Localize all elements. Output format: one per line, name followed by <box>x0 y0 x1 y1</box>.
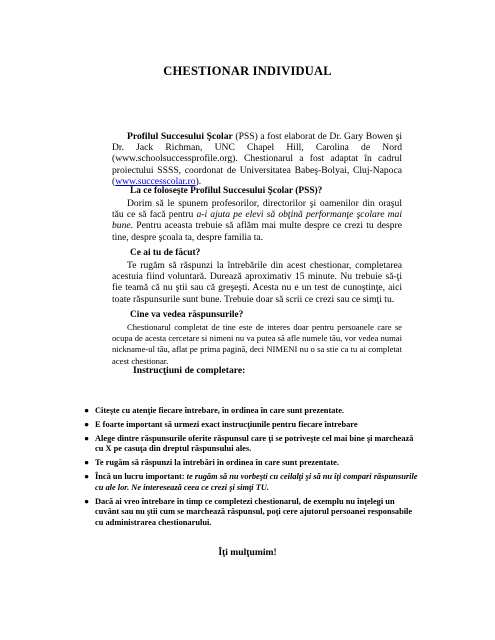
bullet-icon: ● <box>84 472 90 482</box>
bullet-icon: ● <box>84 496 90 506</box>
instruction-item: ● E foarte important să urmezi exact instrucţiunile pentru fiecare întrebare <box>84 420 358 429</box>
bullet-icon: ● <box>84 420 90 429</box>
section-body-privacy: Chestionarul completat de tine este de interes doar pentru persoanele care se ocupa de acesta cercetare si nimeni nu va putea să afle numele tău, vor vedea numai nickname-ul tău, aflat pe prima pagină, deci NIMENI nu o sa stie ca tu ai completat acest chestionar. <box>112 322 402 366</box>
section-heading-privacy: Cine va vedea răspunsurile? <box>130 310 244 320</box>
instruction-item: ● Alege dintre răspunsurile oferite răspunsul care ţi se potriveşte cel mai bine şi marchează cu X pe casuţa din dreptul răspunsului ales. <box>84 434 414 454</box>
instruction-item: ● Dacă ai vreo întrebare în timp ce completezi chestionarul, de exemplu nu înţelegi un cuvânt sau nu ştii cum se marchează răspunsul, poţi cere ajutorul persoanei responsabile cu administrarea chestionarului. <box>84 496 413 527</box>
section-heading-task: Ce ai tu de făcut? <box>130 248 201 258</box>
instruction-item: ● Încă un lucru important: te rugăm să nu vorbeşti cu ceilalţi şi să nu îţi compari răspunsurile cu ale lor. Ne interesează ceea ce crezi şi simţi TU. <box>84 472 418 492</box>
intro-text-1: (PSS) a fost elaborat de Dr. Gary Bowen şi Dr. Jack Richman, UNC Chapel Hill, Carolina de Nord (www.schoolsuccessprofile.org). Chestionarul a fost adaptat în cadrul proiectului SSSS, coordonat de Universitatea Babeş-Bolyai, Cluj-Napoca ( <box>112 131 402 187</box>
project-link[interactable]: www.successcolar.ro <box>115 175 196 187</box>
instruction-item: ● Te rugăm să răspunzi la întrebări în ordinea în care sunt prezentate. <box>84 458 339 468</box>
bullet-icon: ● <box>84 458 90 468</box>
purpose-text-a: Dorim să le spunem profesorilor, directorilor şi oamenilor din oraşul tău ce să facă pentru <box>112 198 402 221</box>
document-title: CHESTIONAR INDIVIDUAL <box>163 64 332 78</box>
intro-text-2: ). <box>195 175 202 187</box>
purpose-text-b: . Pentru aceasta trebuie să aflăm mai multe despre ce crezi tu despre tine, despre şcoala ta, despre familia ta. <box>112 220 402 243</box>
section-heading-purpose: La ce foloseşte Profilul Succesului Şcolar (PSS)? <box>130 186 323 196</box>
closing-thanks: Îţi mulţumim! <box>218 547 277 558</box>
instructions-list <box>84 406 420 532</box>
purpose-text-italic: a-i ajuta pe elevi să obţină performanţe şcolare mai bune <box>112 209 403 232</box>
section-body-purpose <box>112 198 402 243</box>
bullet-icon: ● <box>84 434 90 443</box>
instructions-heading: Instrucţiuni de completare: <box>133 365 246 376</box>
intro-lead: Profilul Succesului Şcolar <box>127 131 233 142</box>
bullet-icon: ● <box>84 406 90 415</box>
section-body-task: Te rugăm să răspunzi la întrebările din acest chestionar, completarea acestuia fiind voluntară. Durează aproximativ 15 minute. Nu trebuie să-ţi fie teamă că nu ştii sau că greşeşti. Acesta nu e un test de cunoştinţe, aici toate răspunsurile sunt bune. Trebuie doar să scrii ce crezi sau ce simţi tu. <box>112 260 402 305</box>
instruction-item: ● Citeşte cu atenţie fiecare întrebare, în ordinea în care sunt prezentate. <box>84 406 345 415</box>
intro-paragraph <box>112 131 402 187</box>
